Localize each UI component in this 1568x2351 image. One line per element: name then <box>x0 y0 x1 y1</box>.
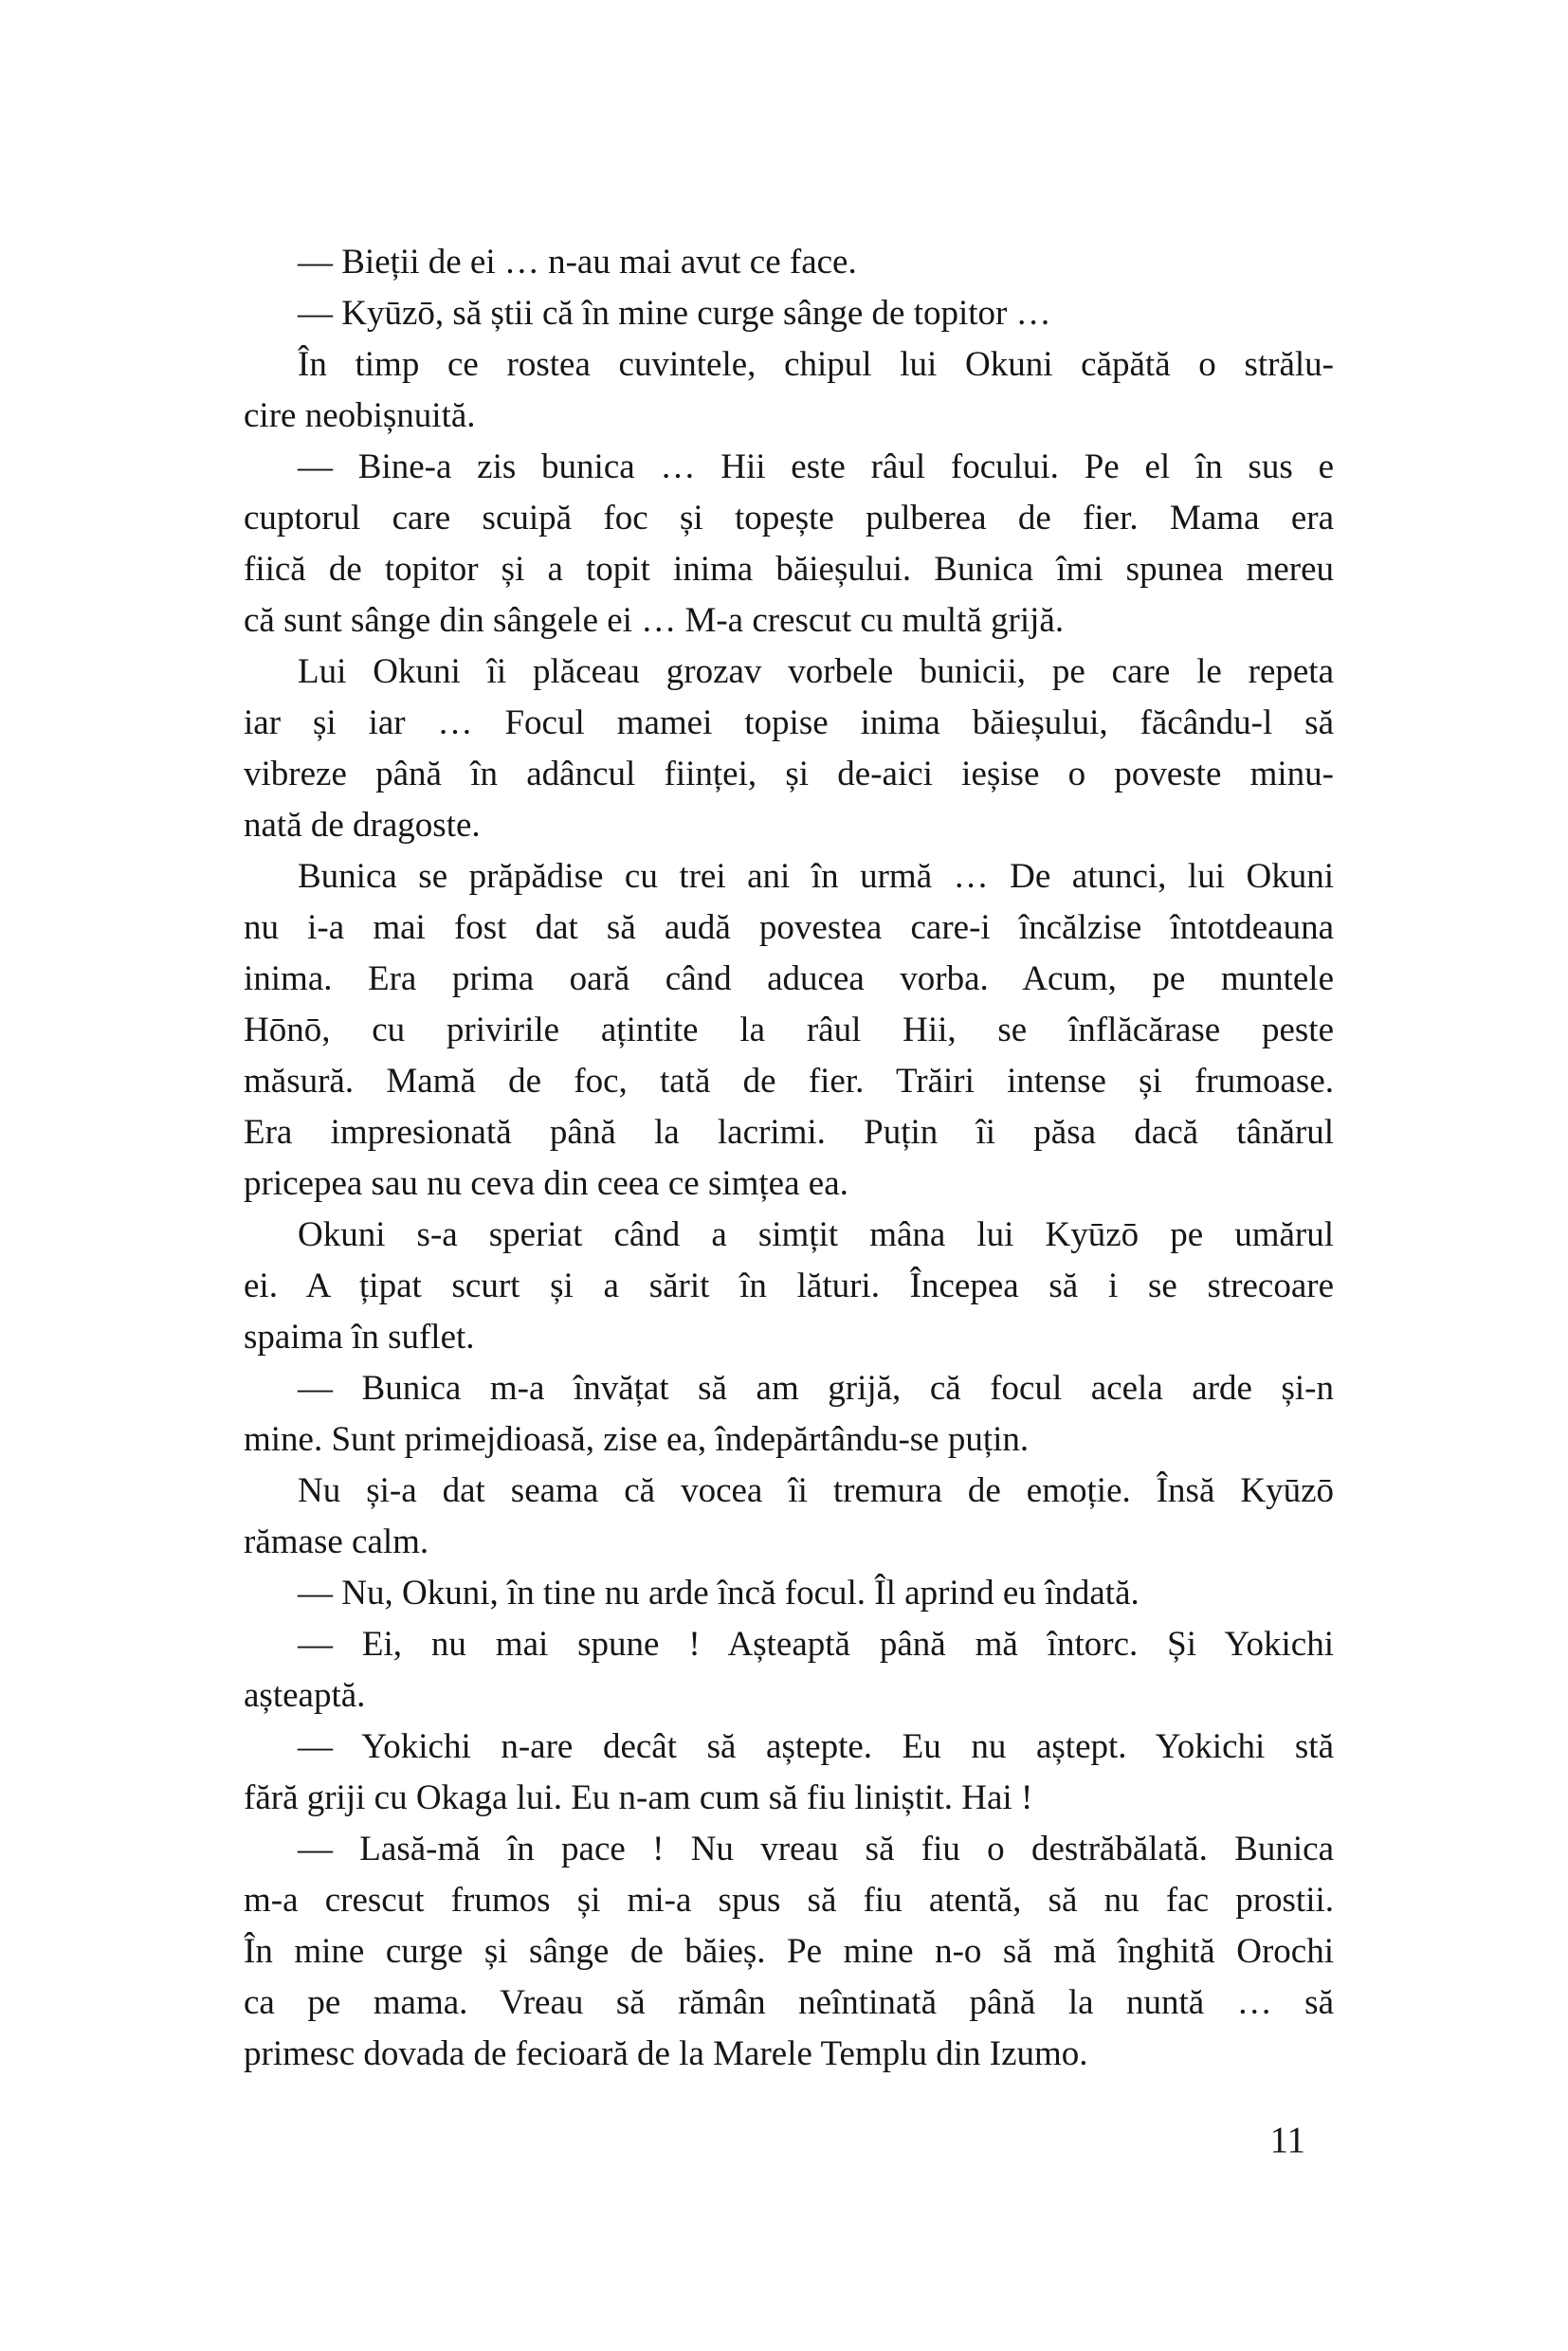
body-text <box>244 237 1334 2080</box>
text-line: — Bunica m-a învățat să am grijă, că focul acela arde și-n <box>298 1369 1334 1408</box>
paragraph <box>244 339 1334 442</box>
text-line: fiică de topitor și a topit inima băieșului. Bunica îmi spunea mereu <box>244 550 1334 589</box>
text-line: ei. A țipat scurt și a sărit în lături. Începea să i se strecoare <box>244 1267 1334 1305</box>
paragraph <box>244 442 1334 647</box>
page-number: 11 <box>1269 2120 1305 2160</box>
text-line: — Kyūzō, să știi că în mine curge sânge de topitor … <box>298 294 1051 333</box>
text-line: Era impresionată până la lacrimi. Puțin îi păsa dacă tânărul <box>244 1113 1334 1152</box>
text-line: Hōnō, cu privirile ațintite la râul Hii, se înflăcărase peste <box>244 1011 1334 1049</box>
text-line: Nu și-a dat seama că vocea îi tremura de emoție. Însă Kyūzō <box>298 1471 1334 1510</box>
paragraph <box>244 1619 1334 1722</box>
text-line: spaima în suflet. <box>244 1318 475 1357</box>
text-line: cuptorul care scuipă foc și topește pulberea de fier. Mama era <box>244 499 1334 538</box>
paragraph <box>244 851 1334 1210</box>
paragraph <box>244 647 1334 851</box>
text-line: — Bine-a zis bunica … Hii este râul focului. Pe el în sus e <box>298 447 1334 486</box>
text-line: rămase calm. <box>244 1522 429 1561</box>
paragraph <box>244 1722 1334 1824</box>
text-line: inima. Era prima oară când aducea vorba. Acum, pe muntele <box>244 959 1334 998</box>
text-line: cire neobișnuită. <box>244 396 476 435</box>
text-line: primesc dovada de fecioară de la Marele Templu din Izumo. <box>244 2034 1088 2073</box>
text-line: așteaptă. <box>244 1676 366 1715</box>
text-line: În mine curge și sânge de băieș. Pe mine n-o să mă înghită Orochi <box>244 1932 1334 1971</box>
text-line: ca pe mama. Vreau să rămân neîntinată până la nuntă … să <box>244 1983 1334 2022</box>
paragraph <box>244 1210 1334 1363</box>
text-line: — Lasă-mă în pace ! Nu vreau să fiu o destrăbălată. Bunica <box>298 1830 1334 1868</box>
paragraph <box>244 288 1334 339</box>
text-line: fără griji cu Okaga lui. Eu n-am cum să fiu liniștit. Hai ! <box>244 1778 1033 1817</box>
text-line: — Yokichi n-are decât să aștepte. Eu nu aștept. Yokichi stă <box>298 1727 1334 1766</box>
text-line: nată de dragoste. <box>244 806 481 845</box>
paragraph <box>244 237 1334 288</box>
text-line: pricepea sau nu ceva din ceea ce simțea ea. <box>244 1164 848 1203</box>
text-line: — Bieții de ei … n-au mai avut ce face. <box>298 243 857 282</box>
paragraph <box>244 1824 1334 2080</box>
text-line: că sunt sânge din sângele ei … M-a crescut cu multă grijă. <box>244 601 1065 640</box>
text-line: Okuni s-a speriat când a simțit mâna lui Kyūzō pe umărul <box>298 1215 1334 1254</box>
paragraph <box>244 1466 1334 1568</box>
text-line: vibreze până în adâncul ființei, și de-aici ieșise o poveste minu- <box>244 755 1334 793</box>
text-line: Lui Okuni îi plăceau grozav vorbele bunicii, pe care le repeta <box>298 652 1334 691</box>
text-line: — Nu, Okuni, în tine nu arde încă focul. Îl aprind eu îndată. <box>298 1574 1140 1613</box>
text-line: nu i-a mai fost dat să audă povestea care-i încălzise întotdeauna <box>244 908 1334 947</box>
text-line: Bunica se prăpădise cu trei ani în urmă … De atunci, lui Okuni <box>298 857 1334 896</box>
text-line: În timp ce rostea cuvintele, chipul lui Okuni căpătă o strălu- <box>298 345 1334 384</box>
paragraph <box>244 1363 1334 1466</box>
paragraph <box>244 1568 1334 1619</box>
text-line: mine. Sunt primejdioasă, zise ea, îndepărtându-se puțin. <box>244 1420 1030 1459</box>
text-line: măsură. Mamă de foc, tată de fier. Trăiri intense și frumoase. <box>244 1062 1334 1101</box>
text-line: iar și iar … Focul mamei topise inima băieșului, făcându-l să <box>244 703 1334 742</box>
text-line: — Ei, nu mai spune ! Așteaptă până mă întorc. Și Yokichi <box>298 1625 1334 1664</box>
text-line: m-a crescut frumos și mi-a spus să fiu atentă, să nu fac prostii. <box>244 1881 1334 1920</box>
